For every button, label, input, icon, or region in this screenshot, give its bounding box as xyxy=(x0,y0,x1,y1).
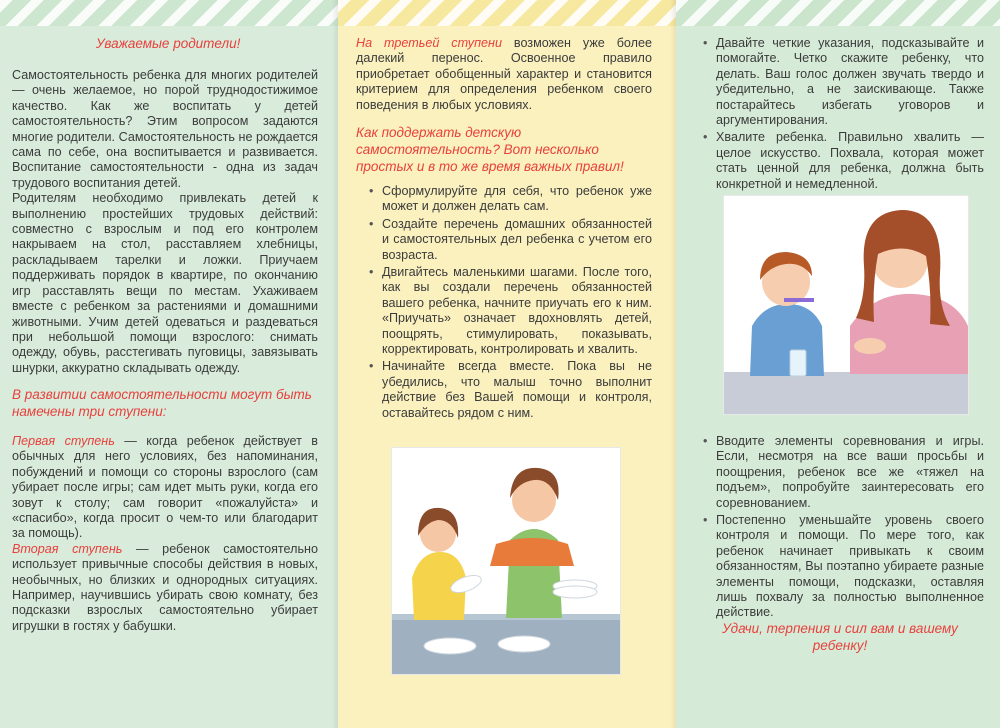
step-3-text: возможен уже более далекий перенос. Освоенное правило приобретает обобщенный характер и становится критерием для определения ребенком своего поведения в любых условиях. xyxy=(356,36,652,112)
striped-border xyxy=(338,0,676,26)
boy-mother-illustration xyxy=(724,196,968,414)
step-2 xyxy=(12,542,318,634)
illustration-mother-daughter-plates xyxy=(392,448,620,674)
step-3 xyxy=(356,36,652,113)
illustration-boy-brushing-teeth xyxy=(724,196,968,414)
rule-item: • Вводите элементы соревнования и игры. Если, несмотря на все ваши просьбы и поощрения, ребенок все же «тяжел на подъем», попробуйте заинтересовать его соревнованием. xyxy=(716,434,984,511)
rule-item: • Давайте четкие указания, подсказывайте и помогайте. Четко скажите ребенку, что делать. Ваш голос должен звучать твердо и убедительно, а не заискивающе. Также постарайтесь избегать уговоров и аргументирования. xyxy=(716,36,984,128)
rules-bottom-list xyxy=(702,434,984,623)
rule-item: • Постепенно уменьшайте уровень своего контроля и помощи. По мере того, как ребенок начинает привыкать к своим обязанностям, Вы поэтапно убираете разные элементы помощи, подсказки, оставляя лишь похвалу за полностью выполненное действие. xyxy=(716,513,984,621)
intro-paragraph-1: Самостоятельность ребенка для многих родителей — очень желаемое, но порой труднодостижимое качество. Как же воспитать у детей самостоятельность? Этим вопросом задаются многие родители. Самостоятельность не рождается сама по себе, она воспитывается и развивается. Воспитание самостоятельности - одна из задач трудового воспитания детей. xyxy=(12,68,318,190)
rule-item: • Сформулируйте для себя, что ребенок уже может и должен делать сам. xyxy=(382,184,652,215)
striped-border xyxy=(0,0,338,26)
panel-middle xyxy=(338,0,676,728)
mother-daughter-illustration xyxy=(392,448,620,674)
rule-item: • Двигайтесь маленькими шагами. После того, как вы создали перечень обязанностей вашего ребенка, начните приучать его к ним. «Приучать» означает вдохновлять детей, поощрять, стимулировать, показывать, корректировать, контролировать и хвалить. xyxy=(382,265,652,357)
rule-item: • Начинайте всегда вместе. Пока вы не убедились, что малыш точно выполнит действие без Вашей помощи и контроля, оставайтесь рядом с ним. xyxy=(382,359,652,421)
rules-top-list xyxy=(702,36,984,194)
greeting-title: Уважаемые родители! xyxy=(96,36,241,51)
step-1-text: — когда ребенок действует в обычных для него условиях, без напоминания, побуждений и помощи со стороны взрослого (сам убирает после игры; сам идет мыть руки, когда его зовут к столу; сам говорит «пожалуйста» и «спасибо», когда просит о чем-то или благодарит за помощь). xyxy=(12,434,318,541)
step-2-text: — ребенок самостоятельно использует привычные способы действия в новых, необычных, но близких и однородных ситуациях. Например, научившись убирать свою комнату, без подсказки взрослых самостоятельно убирает игрушки в гостях у бабушки. xyxy=(12,541,318,633)
closing-wish: Удачи, терпения и сил вам и вашему ребенку! xyxy=(722,621,958,653)
panel-right xyxy=(676,0,1000,728)
rule-item: • Создайте перечень домашних обязанностей и самостоятельных дел ребенка с учетом его возраста. xyxy=(382,217,652,263)
rules-list xyxy=(368,184,652,423)
steps-subtitle: В развитии самостоятельности могут быть намечены три ступени: xyxy=(12,387,312,419)
striped-border xyxy=(676,0,1000,26)
step-2-label: Вторая ступень xyxy=(12,541,123,556)
rules-heading: Как поддержать детскую самостоятельность? Вот несколько простых и в то же время важных правил! xyxy=(356,125,624,174)
step-1 xyxy=(12,434,318,542)
rule-item: • Хвалите ребенка. Правильно хвалить — целое искусство. Похвала, которая может стать ценной для ребенка, должна быть конкретной и немедленной. xyxy=(716,130,984,192)
intro-text xyxy=(12,68,318,376)
step-3-label: На третьей ступени xyxy=(356,36,502,50)
panel-left xyxy=(0,0,338,728)
steps-text xyxy=(12,434,318,634)
intro-paragraph-2: Родителям необходимо привлекать детей к выполнению простейших трудовых действий: совместно с взрослым и под его контролем накрываем на стол, расставляем хлебницы, раскладываем тарелки и ложки. Приучаем поддерживать порядок в квартире, по окончанию игр расставлять вещи по местам. Ухаживаем вместе с ребенком за растениями и домашними животными. Учим детей одеваться и раздеваться при небольшой помощи взрослого: снимать одежду, обувь, расстегивать пуговицы, завязывать шнурки, аккуратно складывать одежду. xyxy=(12,191,318,375)
step-1-label: Первая ступень xyxy=(12,434,115,448)
